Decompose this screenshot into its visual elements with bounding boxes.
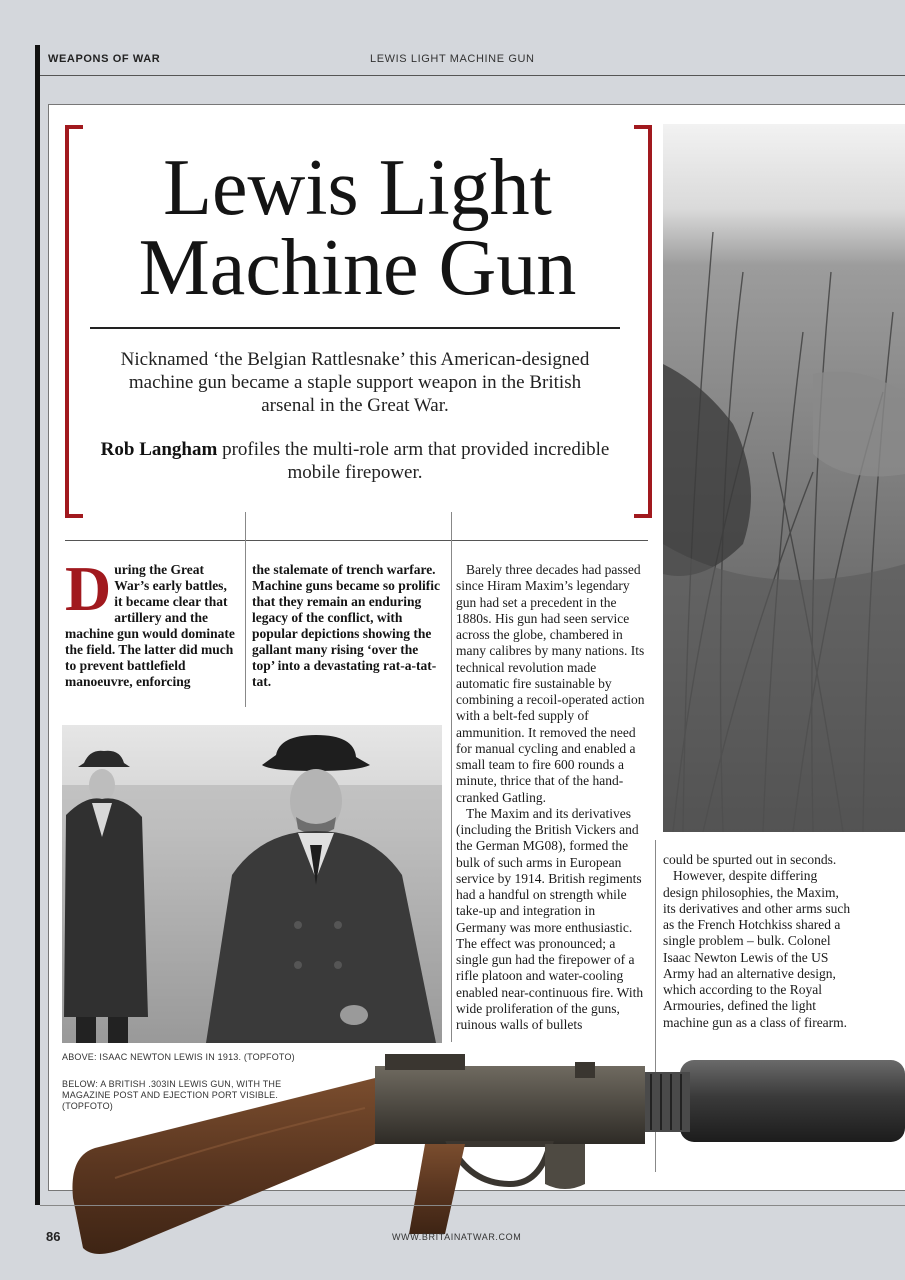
lead-text-1: uring the Great War’s early battles, it became clear that artillery and the machine gun would dominate the field. The latter did much to prevent battlefield manoeuvre, enforcing [65, 562, 235, 689]
paragraph: However, despite differing design philosophies, the Maxim, its derivatives and other arms such as the French Hotchkiss shared a single problem – bulk. Colonel Isaac Newton Lewis of the US Army had an alternative design, which according to the Royal Armouries, defined the light machine gun as a class of firearm. [663, 868, 851, 1030]
battlefield-photo [663, 124, 905, 832]
lead-column-1 [65, 553, 235, 690]
lewis-portrait-illustration [62, 725, 442, 1043]
caption-below: BELOW: A BRITISH .303IN LEWIS GUN, WITH THE MAGAZINE POST AND EJECTION PORT VISIBLE. (TOPFOTO) [62, 1079, 282, 1111]
footer-url: WWW.BRITAINATWAR.COM [392, 1232, 522, 1242]
caption-above: ABOVE: ISAAC NEWTON LEWIS IN 1913. (TOPFOTO) [62, 1052, 295, 1062]
lead-column-2: the stalemate of trench warfare. Machine guns became so prolific that they remain an enduring legacy of the conflict, with popular depictions showing the gallant many rising ‘over the top’ into a devastating rat-a-tat-tat. [252, 562, 440, 689]
lewis-gun-illustration [55, 1048, 905, 1263]
paragraph: could be spurted out in seconds. [663, 852, 837, 867]
column-divider [245, 512, 246, 707]
lewis-portrait-photo [62, 725, 442, 1043]
column-top-rule [65, 540, 648, 541]
running-title: LEWIS LIGHT MACHINE GUN [370, 53, 535, 65]
page-number: 86 [46, 1229, 61, 1244]
column-divider [451, 512, 452, 1042]
paragraph: Barely three decades had passed since Hiram Maxim’s legendary gun had set a precedent in the 1880s. His gun had seen service across the globe, chambered in many calibres by many nations. Its technical revolution made automatic fire sustainable by combining a recoil-operated action with a belt-fed supply of ammunition. It removed the need for manual cycling and enabled a small team to fire 600 rounds a minute, thrice that of the hand-cranked Gatling. [456, 562, 645, 805]
page-edge-bar [35, 45, 40, 1205]
paragraph: The Maxim and its derivatives (including the British Vickers and the German MG08), formed the bulk of such arms in European service by 1914. British regiments had a handful on strength while take-up and integration in Germany was more enthusiastic. The effect was pronounced; a single gun had the firepower of a rifle platoon and water-cooling enabled near-continuous fire. With wide proliferation of the guns, ruinous walls of bullets [456, 805, 644, 1032]
byline [100, 438, 610, 484]
footer-rule [40, 1205, 905, 1206]
right-bracket [634, 125, 652, 518]
body-column-3 [456, 562, 648, 1033]
header-rule [40, 75, 905, 76]
standfirst: Nicknamed ‘the Belgian Rattlesnake’ this American-designed machine gun became a staple support weapon in the British arsenal in the Great War. [120, 349, 590, 416]
article-title [80, 144, 635, 312]
battlefield-illustration [663, 124, 905, 832]
drop-cap: D [65, 553, 112, 624]
title-line-2: Machine Gun [138, 224, 577, 312]
section-label: WEAPONS OF WAR [48, 53, 161, 65]
title-line-1: Lewis Light [163, 144, 552, 232]
author-name: Rob Langham [100, 439, 218, 460]
byline-text: profiles the multi-role arm that provided incredible mobile firepower. [217, 439, 610, 483]
title-rule [90, 327, 620, 329]
body-column-4 [663, 852, 853, 1031]
